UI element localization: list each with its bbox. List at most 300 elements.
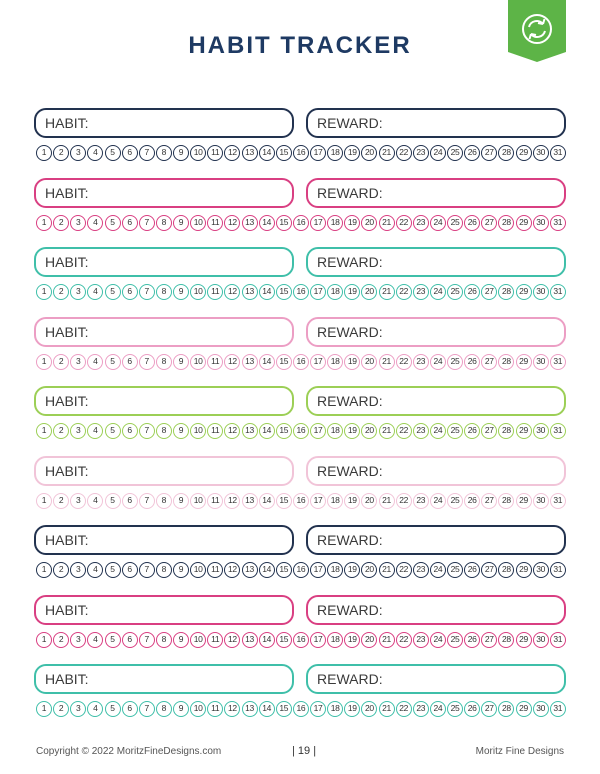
day-circle[interactable]: 18 [327,354,343,370]
day-circle[interactable]: 16 [293,632,309,648]
day-circle[interactable]: 2 [53,145,69,161]
day-circle[interactable]: 15 [276,632,292,648]
day-circle[interactable]: 22 [396,423,412,439]
day-circle[interactable]: 29 [516,493,532,509]
day-circle[interactable]: 25 [447,493,463,509]
day-circle[interactable]: 10 [190,354,206,370]
day-circle[interactable]: 22 [396,701,412,717]
day-circle[interactable]: 17 [310,701,326,717]
day-circle[interactable]: 16 [293,493,309,509]
day-circle[interactable]: 16 [293,215,309,231]
day-circle[interactable]: 17 [310,215,326,231]
day-circle[interactable]: 16 [293,354,309,370]
day-circle[interactable]: 25 [447,215,463,231]
day-circle[interactable]: 15 [276,562,292,578]
day-circle[interactable]: 12 [224,423,240,439]
reward-field[interactable]: REWARD: [306,317,566,347]
day-circle[interactable]: 5 [105,632,121,648]
day-circle[interactable]: 6 [122,701,138,717]
day-circle[interactable]: 28 [498,493,514,509]
day-circle[interactable]: 6 [122,215,138,231]
day-circle[interactable]: 4 [87,493,103,509]
day-circle[interactable]: 30 [533,354,549,370]
day-circle[interactable]: 30 [533,423,549,439]
day-circle[interactable]: 1 [36,562,52,578]
day-circle[interactable]: 6 [122,493,138,509]
day-circle[interactable]: 8 [156,423,172,439]
day-circle[interactable]: 27 [481,145,497,161]
reward-field[interactable]: REWARD: [306,247,566,277]
day-circle[interactable]: 13 [242,562,258,578]
day-circle[interactable]: 16 [293,562,309,578]
day-circles [36,284,566,300]
day-circle[interactable]: 11 [207,423,223,439]
day-circle[interactable]: 7 [139,701,155,717]
day-circle[interactable]: 19 [344,493,360,509]
day-circle[interactable]: 9 [173,354,189,370]
day-circle[interactable]: 24 [430,354,446,370]
day-circle[interactable]: 5 [105,354,121,370]
day-circle[interactable]: 3 [70,423,86,439]
day-circle[interactable]: 24 [430,215,446,231]
day-circle[interactable]: 22 [396,354,412,370]
day-circle[interactable]: 28 [498,701,514,717]
day-circle[interactable]: 21 [379,562,395,578]
day-circle[interactable]: 3 [70,215,86,231]
day-circle[interactable]: 5 [105,562,121,578]
day-circle[interactable]: 2 [53,632,69,648]
day-circle[interactable]: 23 [413,701,429,717]
day-circle[interactable]: 8 [156,701,172,717]
habit-field[interactable]: HABIT: [34,456,294,486]
day-circle[interactable]: 3 [70,562,86,578]
day-circle[interactable]: 15 [276,145,292,161]
day-circle[interactable]: 21 [379,423,395,439]
day-circle[interactable]: 6 [122,562,138,578]
day-circle[interactable]: 18 [327,215,343,231]
day-circle[interactable]: 8 [156,215,172,231]
day-circle[interactable]: 12 [224,145,240,161]
day-circle[interactable]: 26 [464,701,480,717]
day-circle[interactable]: 21 [379,354,395,370]
day-circle[interactable]: 31 [550,354,566,370]
day-circle[interactable]: 20 [361,145,377,161]
day-circle[interactable]: 19 [344,215,360,231]
day-circle[interactable]: 4 [87,562,103,578]
day-circle[interactable]: 29 [516,701,532,717]
day-circle[interactable]: 29 [516,215,532,231]
day-circle[interactable]: 19 [344,632,360,648]
day-circle[interactable]: 17 [310,493,326,509]
day-circle[interactable]: 30 [533,215,549,231]
day-circle[interactable]: 26 [464,145,480,161]
day-circle[interactable]: 10 [190,701,206,717]
day-circle[interactable]: 7 [139,354,155,370]
day-circle[interactable]: 13 [242,701,258,717]
day-circle[interactable]: 7 [139,632,155,648]
day-circle[interactable]: 4 [87,423,103,439]
day-circle[interactable]: 10 [190,215,206,231]
day-circle[interactable]: 11 [207,562,223,578]
day-circle[interactable]: 31 [550,562,566,578]
day-circle[interactable]: 13 [242,145,258,161]
day-circle[interactable]: 20 [361,562,377,578]
day-circle[interactable]: 11 [207,701,223,717]
day-circle[interactable]: 10 [190,145,206,161]
day-circle[interactable]: 10 [190,562,206,578]
day-circle[interactable]: 2 [53,284,69,300]
day-circle[interactable]: 26 [464,493,480,509]
day-circle[interactable]: 19 [344,284,360,300]
day-circle[interactable]: 15 [276,215,292,231]
day-circle[interactable]: 22 [396,215,412,231]
day-circle[interactable]: 7 [139,284,155,300]
day-circle[interactable]: 30 [533,145,549,161]
day-circle[interactable]: 19 [344,701,360,717]
day-circle[interactable]: 18 [327,423,343,439]
day-circle[interactable]: 10 [190,423,206,439]
day-circle[interactable]: 12 [224,701,240,717]
day-circle[interactable]: 4 [87,632,103,648]
reward-field[interactable]: REWARD: [306,178,566,208]
day-circle[interactable]: 25 [447,354,463,370]
day-circle[interactable]: 2 [53,701,69,717]
day-circle[interactable]: 8 [156,284,172,300]
day-circle[interactable]: 8 [156,493,172,509]
day-circle[interactable]: 28 [498,215,514,231]
day-circle[interactable]: 13 [242,284,258,300]
day-circle[interactable]: 16 [293,284,309,300]
day-circle[interactable]: 27 [481,423,497,439]
day-circle[interactable]: 22 [396,562,412,578]
day-circle[interactable]: 25 [447,423,463,439]
day-circle[interactable]: 24 [430,423,446,439]
day-circle[interactable]: 23 [413,145,429,161]
day-circle[interactable]: 14 [259,701,275,717]
day-circle[interactable]: 28 [498,145,514,161]
day-circle[interactable]: 1 [36,632,52,648]
day-circle[interactable]: 9 [173,423,189,439]
habit-field[interactable]: HABIT: [34,525,294,555]
day-circle[interactable]: 13 [242,493,258,509]
day-circle[interactable]: 3 [70,632,86,648]
day-circle[interactable]: 8 [156,562,172,578]
day-circle[interactable]: 13 [242,215,258,231]
day-circle[interactable]: 3 [70,284,86,300]
day-circle[interactable]: 14 [259,562,275,578]
day-circle[interactable]: 19 [344,562,360,578]
day-circle[interactable]: 21 [379,632,395,648]
day-circle[interactable]: 28 [498,423,514,439]
day-circle[interactable]: 16 [293,145,309,161]
day-circle[interactable]: 16 [293,423,309,439]
day-circle[interactable]: 29 [516,423,532,439]
day-circle[interactable]: 18 [327,145,343,161]
day-circle[interactable]: 15 [276,284,292,300]
day-circle[interactable]: 11 [207,493,223,509]
habit-field[interactable]: HABIT: [34,247,294,277]
day-circle[interactable]: 21 [379,284,395,300]
day-circle[interactable]: 12 [224,354,240,370]
day-circle[interactable]: 19 [344,423,360,439]
day-circle[interactable]: 4 [87,145,103,161]
day-circle[interactable]: 30 [533,562,549,578]
day-circle[interactable]: 7 [139,493,155,509]
day-circle[interactable]: 31 [550,493,566,509]
reward-field[interactable]: REWARD: [306,386,566,416]
day-circle[interactable]: 6 [122,284,138,300]
day-circle[interactable]: 9 [173,215,189,231]
day-circle[interactable]: 3 [70,701,86,717]
day-circle[interactable]: 27 [481,354,497,370]
day-circle[interactable]: 17 [310,284,326,300]
day-circle[interactable]: 22 [396,284,412,300]
day-circle[interactable]: 23 [413,493,429,509]
day-circles [36,145,566,161]
day-circle[interactable]: 2 [53,354,69,370]
day-circle[interactable]: 17 [310,632,326,648]
day-circle[interactable]: 22 [396,145,412,161]
day-circle[interactable]: 15 [276,493,292,509]
day-circle[interactable]: 1 [36,354,52,370]
day-circle[interactable]: 23 [413,354,429,370]
day-circle[interactable]: 18 [327,701,343,717]
day-circle[interactable]: 23 [413,215,429,231]
day-circle[interactable]: 21 [379,701,395,717]
habit-field[interactable]: HABIT: [34,108,294,138]
day-circle[interactable]: 1 [36,423,52,439]
day-circle[interactable]: 27 [481,493,497,509]
day-circle[interactable]: 3 [70,145,86,161]
day-circle[interactable]: 13 [242,632,258,648]
day-circle[interactable]: 12 [224,632,240,648]
day-circle[interactable]: 24 [430,632,446,648]
day-circle[interactable]: 14 [259,145,275,161]
day-circle[interactable]: 15 [276,354,292,370]
day-circle[interactable]: 25 [447,145,463,161]
day-circle[interactable]: 5 [105,423,121,439]
day-circle[interactable]: 7 [139,215,155,231]
day-circle[interactable]: 11 [207,354,223,370]
day-circle[interactable]: 2 [53,493,69,509]
day-circle[interactable]: 9 [173,145,189,161]
day-circle[interactable]: 11 [207,632,223,648]
day-circle[interactable]: 31 [550,145,566,161]
day-circles [36,215,566,231]
day-circle[interactable]: 17 [310,354,326,370]
day-circle[interactable]: 9 [173,701,189,717]
day-circle[interactable]: 30 [533,632,549,648]
day-circle[interactable]: 25 [447,562,463,578]
day-circle[interactable]: 27 [481,284,497,300]
day-circle[interactable]: 17 [310,145,326,161]
reward-field[interactable]: REWARD: [306,525,566,555]
day-circle[interactable]: 6 [122,354,138,370]
day-circle[interactable]: 7 [139,145,155,161]
day-circle[interactable]: 25 [447,284,463,300]
day-circle[interactable]: 10 [190,493,206,509]
day-circle[interactable]: 27 [481,215,497,231]
day-circle[interactable]: 20 [361,284,377,300]
day-circle[interactable]: 29 [516,354,532,370]
day-circle[interactable]: 19 [344,145,360,161]
day-circle[interactable]: 31 [550,632,566,648]
day-circle[interactable]: 11 [207,145,223,161]
day-circle[interactable]: 13 [242,354,258,370]
day-circle[interactable]: 21 [379,493,395,509]
day-circle[interactable]: 21 [379,145,395,161]
day-circle[interactable]: 29 [516,632,532,648]
day-circle[interactable]: 20 [361,493,377,509]
day-circle[interactable]: 15 [276,701,292,717]
day-circle[interactable]: 8 [156,145,172,161]
day-circle[interactable]: 12 [224,284,240,300]
day-circle[interactable]: 23 [413,562,429,578]
day-circle[interactable]: 2 [53,562,69,578]
day-circle[interactable]: 10 [190,632,206,648]
day-circle[interactable]: 14 [259,632,275,648]
reward-field[interactable]: REWARD: [306,456,566,486]
day-circle[interactable]: 29 [516,284,532,300]
day-circle[interactable]: 28 [498,562,514,578]
day-circle[interactable]: 20 [361,423,377,439]
day-circle[interactable]: 12 [224,493,240,509]
day-circle[interactable]: 26 [464,562,480,578]
day-circle[interactable]: 18 [327,562,343,578]
day-circle[interactable]: 4 [87,354,103,370]
reward-field[interactable]: REWARD: [306,108,566,138]
day-circle[interactable]: 10 [190,284,206,300]
day-circle[interactable]: 26 [464,423,480,439]
day-circle[interactable]: 12 [224,562,240,578]
day-circle[interactable]: 9 [173,493,189,509]
day-circle[interactable]: 1 [36,145,52,161]
day-circle[interactable]: 25 [447,701,463,717]
day-circle[interactable]: 2 [53,215,69,231]
day-circle[interactable]: 14 [259,284,275,300]
day-circle[interactable]: 8 [156,354,172,370]
day-circle[interactable]: 7 [139,562,155,578]
day-circle[interactable]: 1 [36,493,52,509]
day-circle[interactable]: 2 [53,423,69,439]
day-circle[interactable]: 6 [122,632,138,648]
day-circle[interactable]: 18 [327,284,343,300]
habit-field[interactable]: HABIT: [34,386,294,416]
day-circle[interactable]: 1 [36,284,52,300]
day-circle[interactable]: 4 [87,215,103,231]
day-circle[interactable]: 23 [413,632,429,648]
day-circle[interactable]: 15 [276,423,292,439]
day-circle[interactable]: 14 [259,423,275,439]
day-circle[interactable]: 9 [173,632,189,648]
day-circle[interactable]: 4 [87,284,103,300]
day-circle[interactable]: 12 [224,215,240,231]
day-circle[interactable]: 26 [464,632,480,648]
day-circle[interactable]: 26 [464,354,480,370]
day-circle[interactable]: 31 [550,215,566,231]
day-circle[interactable]: 5 [105,215,121,231]
day-circle[interactable]: 9 [173,284,189,300]
day-circle[interactable]: 5 [105,701,121,717]
reward-field[interactable]: REWARD: [306,664,566,694]
day-circle[interactable]: 29 [516,562,532,578]
day-circle[interactable]: 24 [430,493,446,509]
day-circle[interactable]: 24 [430,284,446,300]
habit-field[interactable]: HABIT: [34,664,294,694]
day-circle[interactable]: 27 [481,632,497,648]
day-circle[interactable]: 18 [327,632,343,648]
day-circle[interactable]: 9 [173,562,189,578]
day-circle[interactable]: 14 [259,215,275,231]
day-circle[interactable]: 23 [413,423,429,439]
reward-field[interactable]: REWARD: [306,595,566,625]
day-circle[interactable]: 26 [464,284,480,300]
day-circle[interactable]: 22 [396,632,412,648]
day-circle[interactable]: 22 [396,493,412,509]
day-circle[interactable]: 30 [533,284,549,300]
day-circle[interactable]: 20 [361,701,377,717]
day-circle[interactable]: 5 [105,284,121,300]
habit-field[interactable]: HABIT: [34,595,294,625]
day-circle[interactable]: 28 [498,632,514,648]
day-circle[interactable]: 28 [498,354,514,370]
day-circle[interactable]: 6 [122,145,138,161]
day-circle[interactable]: 20 [361,215,377,231]
day-circle[interactable]: 1 [36,215,52,231]
day-circle[interactable]: 16 [293,701,309,717]
day-circle[interactable]: 4 [87,701,103,717]
day-circle[interactable]: 24 [430,145,446,161]
day-circle[interactable]: 31 [550,423,566,439]
day-circle[interactable]: 26 [464,215,480,231]
day-circle[interactable]: 25 [447,632,463,648]
day-circle[interactable]: 14 [259,354,275,370]
day-circle[interactable]: 18 [327,493,343,509]
day-circle[interactable]: 7 [139,423,155,439]
day-circle[interactable]: 29 [516,145,532,161]
day-circle[interactable]: 5 [105,493,121,509]
day-circle[interactable]: 31 [550,701,566,717]
day-circle[interactable]: 31 [550,284,566,300]
day-circle[interactable]: 23 [413,284,429,300]
day-circle[interactable]: 20 [361,632,377,648]
day-circle[interactable]: 28 [498,284,514,300]
day-circle[interactable]: 27 [481,701,497,717]
habit-field[interactable]: HABIT: [34,178,294,208]
habit-field[interactable]: HABIT: [34,317,294,347]
day-circle[interactable]: 14 [259,493,275,509]
day-circle[interactable]: 17 [310,562,326,578]
day-circle[interactable]: 17 [310,423,326,439]
day-circle[interactable]: 30 [533,701,549,717]
day-circle[interactable]: 3 [70,493,86,509]
day-circle[interactable]: 30 [533,493,549,509]
day-circle[interactable]: 24 [430,562,446,578]
day-circle[interactable]: 11 [207,215,223,231]
day-circle[interactable]: 8 [156,632,172,648]
day-circle[interactable]: 20 [361,354,377,370]
day-circle[interactable]: 1 [36,701,52,717]
day-circle[interactable]: 27 [481,562,497,578]
day-circle[interactable]: 3 [70,354,86,370]
day-circle[interactable]: 11 [207,284,223,300]
day-circle[interactable]: 19 [344,354,360,370]
day-circle[interactable]: 5 [105,145,121,161]
day-circle[interactable]: 6 [122,423,138,439]
day-circle[interactable]: 21 [379,215,395,231]
day-circle[interactable]: 13 [242,423,258,439]
day-circle[interactable]: 24 [430,701,446,717]
